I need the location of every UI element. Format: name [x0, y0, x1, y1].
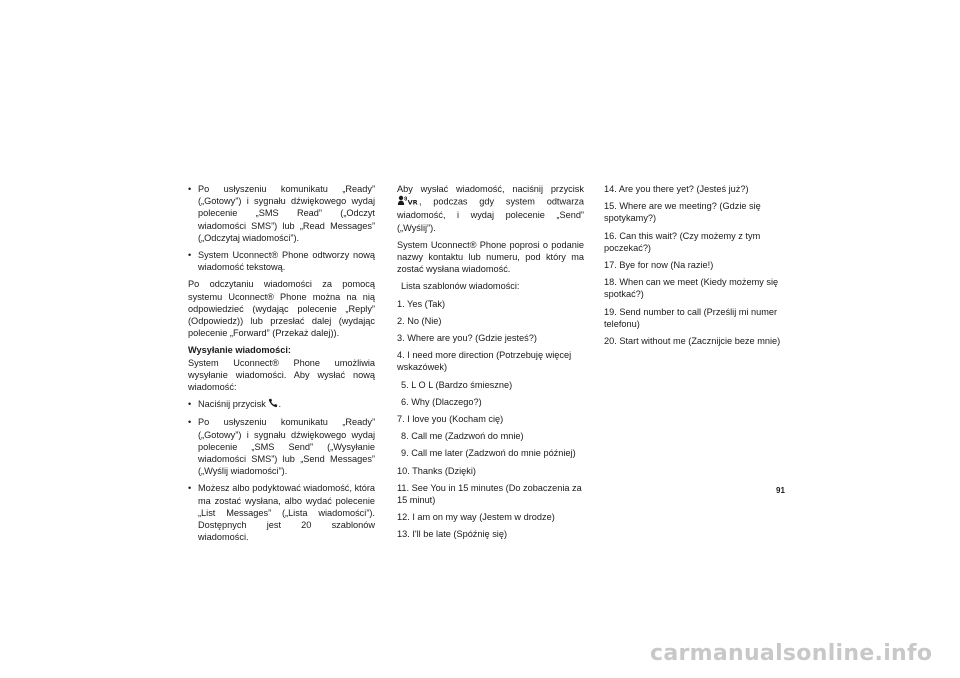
template-list-part1 — [397, 298, 584, 541]
send-instruction-end: , podczas gdy system odtwarza wiadomość, i wydaj polecenie „Send” („Wyślij”). — [397, 196, 584, 233]
list-item: 19. Send number to call (Prześlij mi numer telefonu) — [604, 306, 778, 329]
list-item: 13. I'll be late (Spóźnię się) — [397, 529, 508, 540]
list-item: 15. Where are we meeting? (Gdzie się spotykamy?) — [604, 201, 761, 224]
list-item: 5. L O L (Bardzo śmieszne) — [401, 379, 513, 390]
send-instruction-start: Aby wysłać wiadomość, naciśnij przycisk — [397, 184, 584, 194]
list-item: 6. Why (Dlaczego?) — [401, 396, 482, 407]
list-item: 3. Where are you? (Gdzie jesteś?) — [397, 333, 537, 344]
list-item: 8. Call me (Zadzwoń do mnie) — [401, 431, 524, 442]
list-item: 11. See You in 15 minutes (Do zobaczenia za 15 minut) — [397, 482, 582, 506]
bullet-dictate: • Możesz albo podyktować wiadomość, która ma zostać wysłana, albo wydać polecenie „List Messages” („Lista wiadomości”). Dostępnych jest 20 szablonów wiadomości. — [188, 482, 375, 543]
list-item: 1. Yes (Tak) — [397, 298, 446, 309]
bullet-press-phone — [188, 398, 375, 411]
bullet-press-phone-end: . — [278, 399, 282, 410]
list-item: 14. Are you there yet? (Jesteś już?) — [604, 184, 749, 194]
column-right — [604, 183, 791, 352]
watermark-text: carmanualsonline.info — [650, 641, 933, 666]
bullet-sms-read: • Po usłyszeniu komunikatu „Ready” („Gotowy”) i sygnału dźwiękowego wydaj polecenie „SMS Read” („Odczyt wiadomości SMS”) lub „Read Messages” („Odczytaj wiadomości”). — [188, 183, 375, 244]
paragraph-recipient-prompt: System Uconnect® Phone poprosi o podanie nazwy kontaktu lub numeru, pod który ma zostać wysłana wiadomość. — [397, 239, 584, 275]
section-heading-sending: Wysyłanie wiadomości: — [188, 345, 291, 356]
list-item: 16. Can this wait? (Czy możemy z tym poczekać?) — [604, 230, 761, 253]
vr-icon-label: VR — [407, 198, 418, 207]
list-item: 20. Start without me (Zacznijcie beze mnie) — [604, 336, 781, 347]
list-item: 7. I love you (Kocham cię) — [397, 414, 504, 425]
paragraph-send-instruction — [397, 183, 584, 234]
list-item: 10. Thanks (Dzięki) — [397, 465, 476, 476]
template-list-part2 — [604, 183, 791, 347]
paragraph-sending-intro: System Uconnect® Phone umożliwia wysyłanie wiadomości. Aby wysłać nową wiadomość: — [188, 357, 375, 393]
list-item: 18. When can we meet (Kiedy możemy się spotkać?) — [604, 277, 779, 300]
column-left — [188, 183, 375, 548]
list-item: 12. I am on my way (Jestem w drodze) — [397, 512, 555, 523]
bullet-press-phone-text: Naciśnij przycisk — [198, 399, 266, 410]
paragraph-reply-forward: Po odczytaniu wiadomości za pomocą systemu Uconnect® Phone można na nią odpowiedzieć (wydając polecenie „Reply” (Odpowiedz)) lub przesłać dalej (wydając polecenie „Forward” (Przekaż dalej)). — [188, 279, 375, 339]
bullet-play-message: • System Uconnect® Phone odtworzy nową wiadomość tekstową. — [188, 249, 375, 273]
page-number: 91 — [776, 486, 785, 495]
list-item: 17. Bye for now (Na razie!) — [604, 260, 714, 271]
list-item: 2. No (Nie) — [397, 315, 442, 326]
list-item: 9. Call me later (Zadzwoń do mnie później) — [401, 448, 576, 459]
voice-recognition-icon — [397, 195, 419, 209]
list-item: 4. I need more direction (Potrzebuję więcej wskazówek) — [397, 350, 572, 373]
column-middle — [397, 183, 584, 546]
bullet-sms-send: • Po usłyszeniu komunikatu „Ready” („Gotowy”) i sygnału dźwiękowego wydaj polecenie „SMS Send” („Wysyłanie wiadomości SMS”) lub „Send Messages” („Wyślij wiadomości”). — [188, 416, 375, 477]
phone-handset-icon — [268, 398, 278, 411]
template-list-title: Lista szablonów wiadomości: — [401, 281, 520, 292]
